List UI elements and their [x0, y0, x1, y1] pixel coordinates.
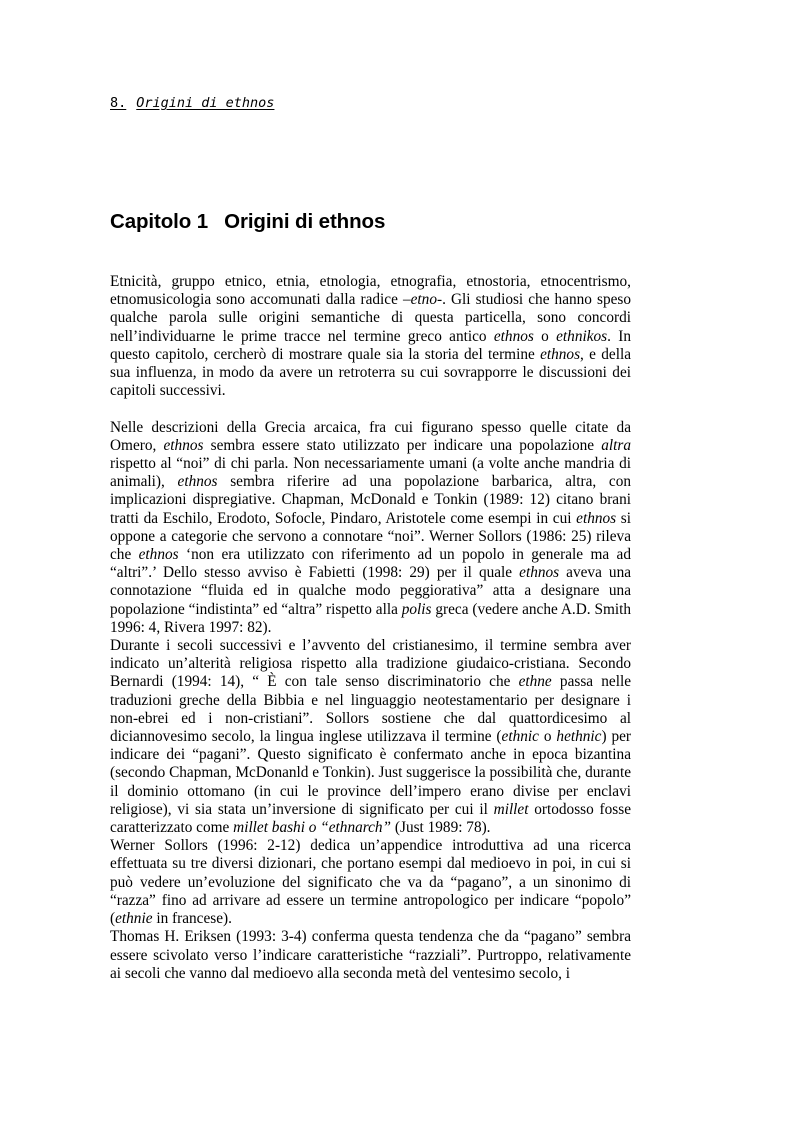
- body-text: [110, 273, 631, 983]
- text-run: ‘non era utilizzato con riferimento ad un popolo in generale ma ad “altri”.’ Dello stesso avviso è Fabietti (1998: 29) per il quale: [110, 546, 631, 582]
- page-number: 8.: [110, 95, 127, 111]
- text-run: . In questo capitolo, cercherò di mostrare quale sia la storia del termine: [110, 327, 631, 363]
- italic-term: ethnic: [501, 728, 539, 746]
- text-run: Werner Sollors (1996: 2-12) dedica un’appendice introduttiva ad una ricerca effettuata su tre diversi dizionari, che portano esempi dal medioevo in poi, in cui si può vedere un’evoluzione del significato che va da “pagano”, a un sinonimo di “razza” fino ad arrivare ad essere un termine antropologico per indicare “popolo” (: [110, 837, 631, 928]
- text-run: sembra riferire ad una popolazione barbarica, altra, con implicazioni dispregiative. Chapman, McDonald e Tonkin (1989: 12) citano brani tratti da Eschilo, Erodoto, Sofocle, Pindaro, Aristotele come esempi in cui: [110, 473, 631, 527]
- text-run: ) per indicare dei “pagani”. Questo significato è confermato anche in epoca bizantina (secondo Chapman, McDonanld e Tonkin). Just suggerisce la possibilità che, durante il dominio ottomano (in cui le province dell’impero erano divise per enclavi religiose), vi sia stata un’inversione di significato per cui il: [110, 728, 632, 818]
- text-run: in francese).: [152, 910, 232, 928]
- italic-term: ethnos: [576, 509, 617, 527]
- italic-term: ethnie: [115, 910, 153, 928]
- italic-term: millet: [493, 800, 529, 818]
- paragraph: [110, 928, 631, 983]
- italic-term: ethne: [518, 673, 552, 691]
- text-run: , e della sua influenza, in modo da avere un retroterra su cui sovrapporre le discussioni dei capitoli successivi.: [110, 345, 631, 400]
- chapter-label: Capitolo 1: [110, 210, 209, 233]
- text-run: o: [533, 327, 557, 345]
- italic-term: ethnos: [519, 564, 560, 582]
- italic-term: ethnos: [163, 436, 204, 454]
- italic-term: hethnic: [556, 728, 602, 746]
- text-run: si oppone a categorie che servono a connotare “noi”. Werner Sollors (1986: 25) rileva che: [110, 509, 631, 564]
- running-title: Origini di ethnos: [136, 95, 275, 111]
- italic-term: millet bashi o “ethnarch”: [233, 819, 392, 837]
- text-run: greca (vedere anche A.D. Smith 1996: 4, Rivera 1997: 82).: [110, 600, 632, 636]
- italic-term: etno-: [410, 291, 443, 309]
- text-run: aveva una connotazione “fluida ed in qualche modo peggiorativa” atta a designare una popolazione “indistinta” ed “altra” rispetto alla: [110, 564, 632, 618]
- text-run: Nelle descrizioni della Grecia arcaica, fra cui figurano spesso quelle citate da Omero,: [110, 418, 631, 454]
- chapter-heading: [110, 210, 385, 234]
- paragraph: [110, 273, 631, 400]
- running-header: [110, 95, 274, 111]
- paragraph: [110, 419, 631, 637]
- chapter-title: Origini di ethnos: [224, 210, 386, 233]
- text-run: sembra essere stato utilizzato per indicare una popolazione: [203, 436, 602, 454]
- paragraph: [110, 837, 631, 928]
- italic-term: ethnos: [540, 345, 581, 363]
- text-run: ortodosso fosse caratterizzato come: [110, 800, 631, 837]
- italic-term: ethnos: [493, 327, 534, 345]
- text-run: passa nelle traduzioni greche della Bibbia e nel linguaggio neotestamentario per designare i non-ebrei ed i non-cristiani”. Sollors sostiene che dal quattordicesimo al diciannovesimo secolo, la lingua inglese utilizzava il termine (: [110, 673, 631, 746]
- paragraph: [110, 637, 631, 837]
- italic-term: ethnos: [138, 546, 179, 564]
- text-run: Durante i secoli successivi e l’avvento del cristianesimo, il termine sembra aver indicato un’alterità religiosa rispetto alla tradizione giudaico-cristiana. Secondo Bernardi (1994: 14), “ È con tale senso discriminatorio che: [110, 637, 631, 691]
- text-run: (Just 1989: 78).: [391, 819, 491, 837]
- italic-term: ethnos: [177, 473, 218, 491]
- text-run: Etnicità, gruppo etnico, etnia, etnologia, etnografia, etnostoria, etnocentrismo, etnomusicologia sono accomunati dalla radice –: [110, 273, 631, 309]
- italic-term: ethnikos: [556, 327, 608, 345]
- text-run: rispetto al “noi” di chi parla. Non necessariamente umani (a volte anche mandria di animali),: [110, 455, 631, 491]
- italic-term: altra: [601, 436, 631, 454]
- text-run: o: [538, 728, 557, 746]
- italic-term: polis: [401, 600, 432, 618]
- text-run: . Gli studiosi che hanno speso qualche parola sulle origini semantiche di questa particella, sono concordi nell’individuarne le prime tracce nel termine greco antico: [110, 291, 632, 345]
- text-run: Thomas H. Eriksen (1993: 3-4) conferma questa tendenza che da “pagano” sembra essere scivolato verso l’indicare caratteristiche “razziali”. Purtroppo, relativamente ai secoli che vanno dal medioevo alla seconda metà del ventesimo secolo, i: [110, 928, 631, 982]
